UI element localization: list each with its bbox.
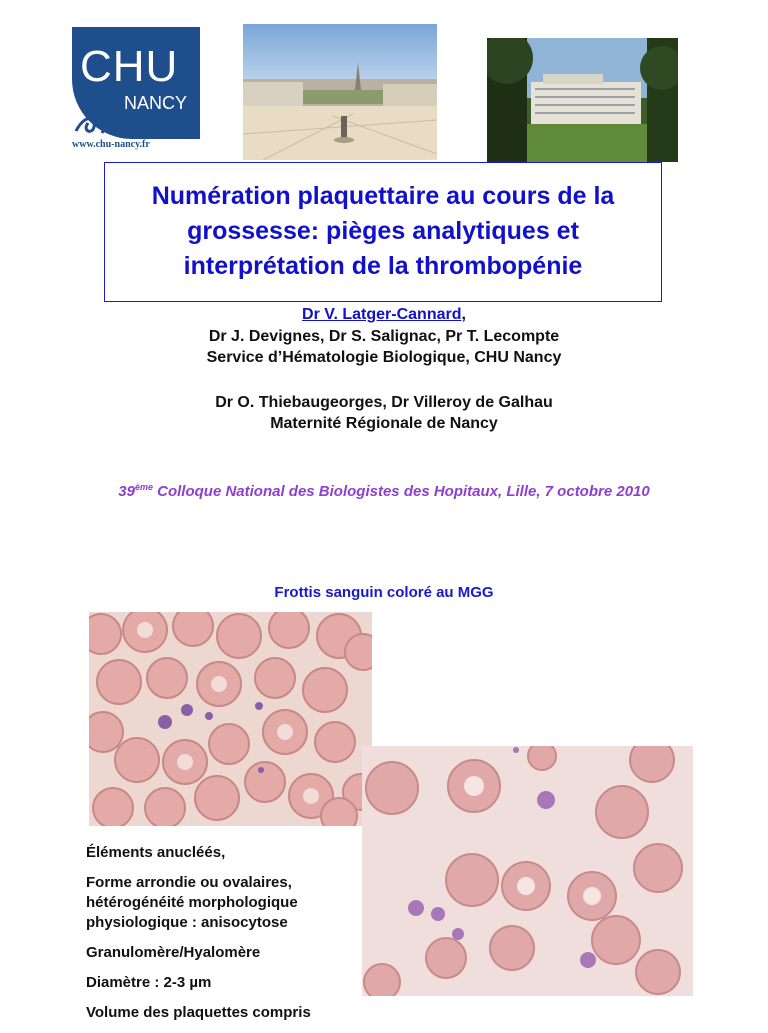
logo-url: www.chu-nancy.fr xyxy=(72,139,150,150)
note-item: Volume des plaquettes compris xyxy=(86,1004,311,1021)
note-item: Granulomère/Hyalomère xyxy=(86,944,261,961)
city-square-photo xyxy=(243,24,437,160)
conference-line xyxy=(0,476,768,503)
note-item: Diamètre : 2-3 µm xyxy=(86,974,212,991)
conference-text: Colloque National des Biologistes des Hopitaux, Lille, 7 octobre 2010 xyxy=(152,483,650,500)
logo-ornament-icon xyxy=(72,111,142,137)
main-author-link[interactable]: Dr V. Latger-Cannard xyxy=(302,306,462,323)
chu-nancy-logo xyxy=(72,27,200,155)
coauthors-maternity: Dr O. Thiebaugeorges, Dr Villeroy de Galhau xyxy=(215,394,553,411)
logo-chu-text: CHU xyxy=(80,42,179,91)
platelet-notes xyxy=(86,843,356,1033)
main-author-suffix: , xyxy=(461,306,466,323)
conference-number: 39 xyxy=(118,483,135,500)
title-box xyxy=(104,162,662,302)
logo-nancy-text: NANCY xyxy=(124,93,188,113)
service-affiliation: Service d’Hématologie Biologique, CHU Nancy xyxy=(206,349,562,366)
maternity-affiliation: Maternité Régionale de Nancy xyxy=(270,415,498,432)
hospital-building-photo xyxy=(487,38,678,162)
note-item: Forme arrondie ou ovalaires, hétérogénéité morphologique physiologique : anisocytose xyxy=(86,874,298,931)
presentation-title: Numération plaquettaire au cours de la grossesse: pièges analytiques et interprétation de la thrombopénie xyxy=(151,182,615,280)
blood-smear-image-2 xyxy=(362,746,693,996)
coauthors: Dr J. Devignes, Dr S. Salignac, Pr T. Lecompte xyxy=(208,328,560,345)
blood-smear-image-1 xyxy=(89,612,372,826)
note-item: Éléments anucléés, xyxy=(86,844,226,861)
conference-superscript: ème xyxy=(134,482,153,492)
main-author-line xyxy=(0,304,768,326)
smear-caption: Frottis sanguin coloré au MGG xyxy=(274,584,494,601)
